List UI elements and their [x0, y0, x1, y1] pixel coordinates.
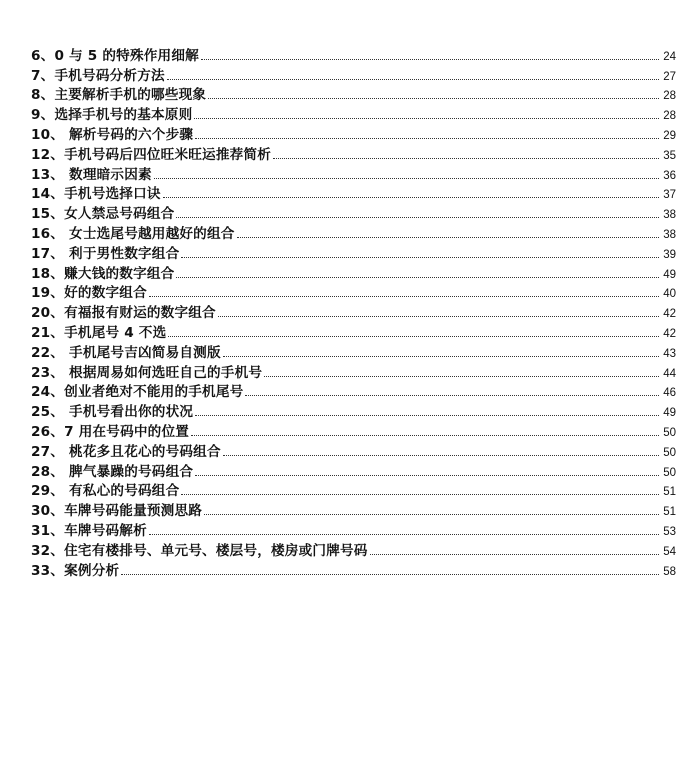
dot-leader — [191, 435, 659, 436]
toc-entry-title: 19、好的数字组合 — [31, 285, 147, 302]
dot-leader — [223, 455, 659, 456]
toc-entry-25[interactable] — [31, 400, 676, 420]
toc-entry-14[interactable] — [31, 183, 676, 203]
toc-entry-title: 33、案例分析 — [31, 562, 120, 579]
toc-entry-10[interactable] — [31, 123, 676, 143]
toc-entry-page: 58 — [663, 565, 676, 578]
dot-leader — [163, 197, 659, 198]
dot-leader — [121, 574, 659, 575]
toc-entry-title: 25、 手机号看出你的状况 — [31, 404, 194, 421]
dot-leader — [149, 534, 659, 535]
toc-entry-title: 18、赚大钱的数字组合 — [31, 265, 175, 282]
toc-entry-24[interactable] — [31, 381, 676, 401]
toc-entry-title: 32、住宅有楼排号、单元号、楼层号，楼房或门牌号码 — [31, 542, 368, 559]
toc-entry-page: 38 — [663, 209, 676, 222]
toc-entry-title: 31、车牌号码解析 — [31, 522, 147, 539]
toc-entry-title: 9、选择手机号的基本原则 — [31, 107, 193, 124]
dot-leader — [181, 257, 659, 258]
toc-entry-page: 28 — [663, 110, 676, 123]
toc-entry-16[interactable] — [31, 222, 676, 242]
toc-entry-18[interactable] — [31, 262, 676, 282]
toc-entry-8[interactable] — [31, 84, 676, 104]
toc-entry-title: 15、女人禁忌号码组合 — [31, 206, 175, 223]
toc-entry-title: 14、手机号选择口诀 — [31, 186, 161, 203]
toc-entry-page: 54 — [663, 545, 676, 558]
toc-entry-15[interactable] — [31, 202, 676, 222]
toc-entry-title: 6、0 与 5 的特殊作用细解 — [31, 47, 199, 64]
toc-entry-title: 13、 数理暗示因素 — [31, 166, 152, 183]
toc-entry-page: 35 — [663, 149, 676, 162]
toc-entry-page: 51 — [663, 486, 676, 499]
dot-leader — [181, 494, 659, 495]
toc-entry-title: 30、车牌号码能量预测思路 — [31, 503, 203, 520]
dot-leader — [201, 59, 659, 60]
toc-entry-title: 24、创业者绝对不能用的手机尾号 — [31, 384, 244, 401]
toc-entry-page: 42 — [663, 327, 676, 340]
toc-entry-page: 50 — [663, 466, 676, 479]
toc-entry-22[interactable] — [31, 341, 676, 361]
toc-entry-page: 42 — [663, 308, 676, 321]
dot-leader — [176, 277, 659, 278]
toc-entry-title: 28、 脾气暴躁的号码组合 — [31, 463, 194, 480]
toc-entry-page: 43 — [663, 347, 676, 360]
toc-entry-title: 22、 手机尾号吉凶简易自测版 — [31, 344, 221, 361]
toc-entry-title: 10、 解析号码的六个步骤 — [31, 126, 194, 143]
toc-entry-title: 29、 有私心的号码组合 — [31, 483, 180, 500]
toc-entry-title: 8、主要解析手机的哪些现象 — [31, 87, 207, 104]
dot-leader — [194, 118, 659, 119]
toc-entry-page: 51 — [663, 506, 676, 519]
toc-entry-28[interactable] — [31, 460, 676, 480]
dot-leader — [218, 316, 659, 317]
toc-entry-9[interactable] — [31, 103, 676, 123]
toc-entry-page: 36 — [663, 169, 676, 182]
toc-entry-page: 37 — [663, 189, 676, 202]
toc-entry-page: 27 — [663, 70, 676, 83]
dot-leader — [370, 554, 659, 555]
toc-entry-20[interactable] — [31, 301, 676, 321]
toc-entry-page: 38 — [663, 228, 676, 241]
toc-entry-13[interactable] — [31, 163, 676, 183]
toc-entry-title: 12、手机号码后四位旺米旺运推荐简析 — [31, 146, 272, 163]
toc-entry-page: 49 — [663, 268, 676, 281]
toc-entry-page: 44 — [663, 367, 676, 380]
toc-entry-page: 24 — [663, 50, 676, 63]
dot-leader — [149, 296, 659, 297]
toc-entry-23[interactable] — [31, 361, 676, 381]
toc-entry-title: 23、 根据周易如何选旺自己的手机号 — [31, 364, 263, 381]
toc-entry-page: 50 — [663, 446, 676, 459]
toc-entry-26[interactable] — [31, 420, 676, 440]
toc-entry-page: 40 — [663, 288, 676, 301]
dot-leader — [208, 98, 659, 99]
toc-entry-29[interactable] — [31, 480, 676, 500]
toc-entry-title: 26、7 用在号码中的位置 — [31, 423, 190, 440]
toc-entry-17[interactable] — [31, 242, 676, 262]
toc-entry-title: 20、有福报有财运的数字组合 — [31, 305, 216, 322]
dot-leader — [237, 237, 659, 238]
toc-entry-12[interactable] — [31, 143, 676, 163]
toc-entry-6[interactable] — [31, 44, 676, 64]
toc-entry-title: 17、 利于男性数字组合 — [31, 245, 180, 262]
toc-entry-title: 27、 桃花多且花心的号码组合 — [31, 443, 221, 460]
dot-leader — [168, 336, 659, 337]
toc-entry-31[interactable] — [31, 519, 676, 539]
toc-entry-27[interactable] — [31, 440, 676, 460]
dot-leader — [223, 356, 659, 357]
toc-entry-page: 29 — [663, 129, 676, 142]
toc-entry-21[interactable] — [31, 321, 676, 341]
toc-entry-page: 28 — [663, 90, 676, 103]
dot-leader — [167, 79, 659, 80]
dot-leader — [195, 475, 659, 476]
dot-leader — [264, 376, 659, 377]
dot-leader — [245, 395, 659, 396]
toc-entry-7[interactable] — [31, 64, 676, 84]
dot-leader — [176, 217, 659, 218]
dot-leader — [204, 514, 659, 515]
table-of-contents — [31, 44, 676, 579]
dot-leader — [195, 415, 659, 416]
toc-entry-page: 39 — [663, 248, 676, 261]
dot-leader — [195, 138, 659, 139]
toc-entry-33[interactable] — [31, 559, 676, 579]
dot-leader — [273, 158, 659, 159]
toc-entry-page: 46 — [663, 387, 676, 400]
toc-entry-19[interactable] — [31, 282, 676, 302]
toc-entry-title: 21、手机尾号 4 不选 — [31, 324, 167, 341]
toc-entry-page: 50 — [663, 426, 676, 439]
toc-entry-page: 53 — [663, 525, 676, 538]
toc-entry-title: 7、手机号码分析方法 — [31, 67, 165, 84]
dot-leader — [154, 178, 659, 179]
toc-entry-page: 49 — [663, 407, 676, 420]
toc-entry-30[interactable] — [31, 499, 676, 519]
toc-entry-32[interactable] — [31, 539, 676, 559]
toc-entry-title: 16、 女士选尾号越用越好的组合 — [31, 225, 235, 242]
